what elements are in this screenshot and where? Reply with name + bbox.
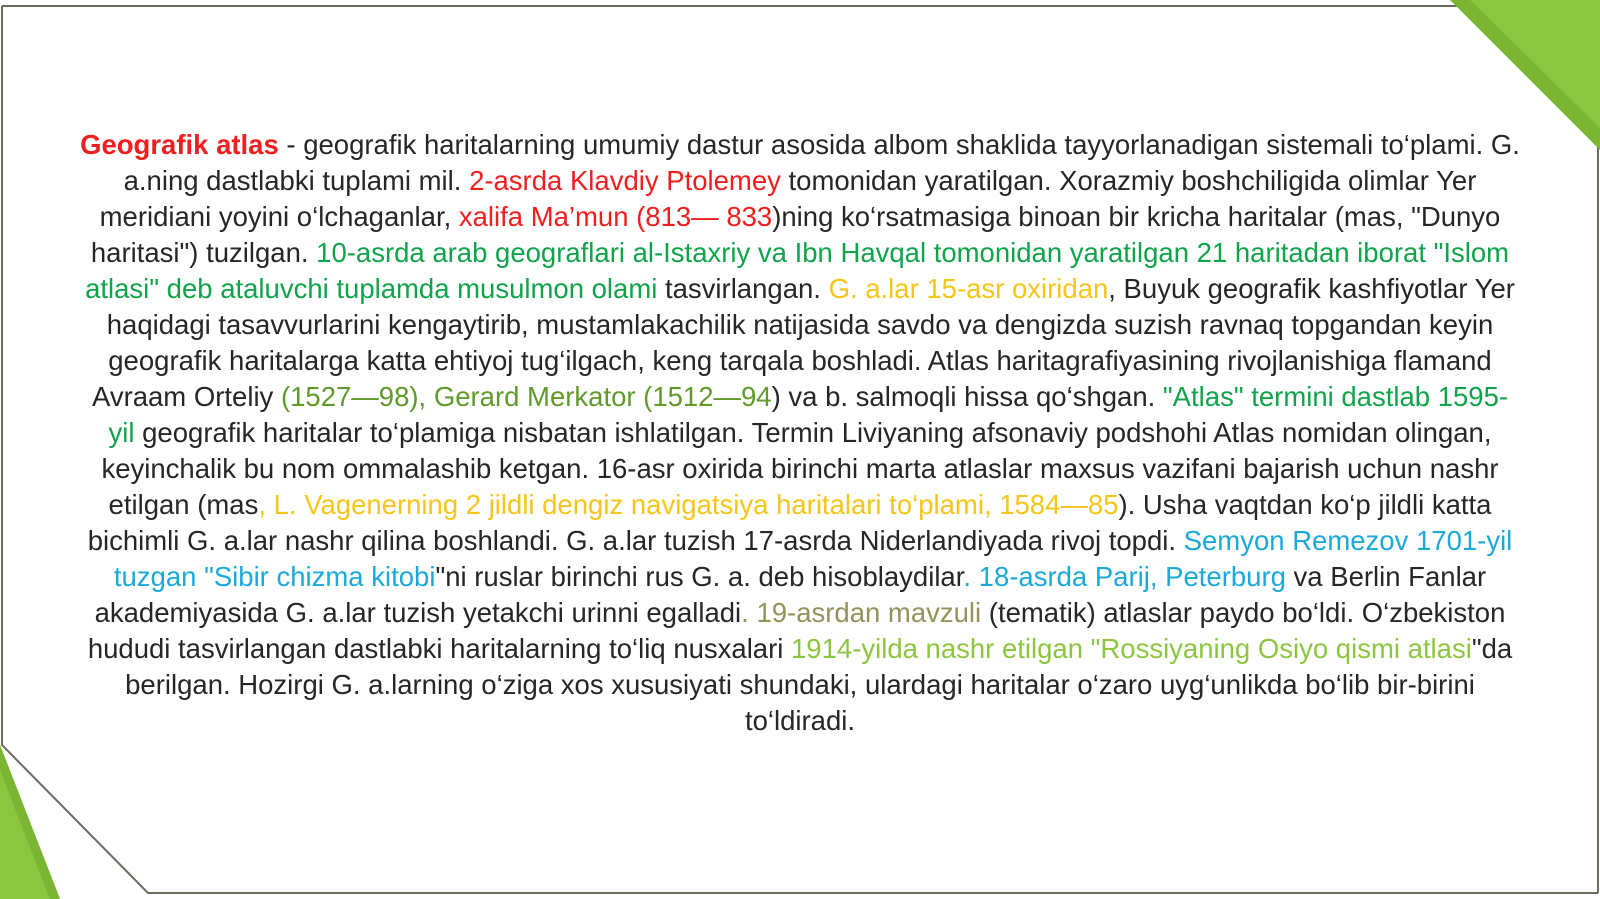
text-segment: ). Usha vaqtdan ko‘p jildli katta bichimli G. a.lar nashr qilina boshlandi. G. a.lar tuzish 17-asrda Niderlandiyada rivoj topdi. (87, 489, 1492, 556)
highlight-merkator: (1527—98), Gerard Merkator (1512—94 (280, 381, 772, 412)
frame-line-top (2, 6, 1600, 146)
highlight-parij-peterburg: . 18-asrda Parij, Peterburg (963, 561, 1286, 592)
text-segment: va Berlin Fanlar akademiyasida G. a.lar tuzish yetakchi urinni egalladi (94, 561, 1487, 628)
text-segment: "ni ruslar birinchi rus G. a. deb hisoblaydilar (435, 561, 964, 592)
text-segment: (tematik) atlaslar paydo bo‘ldi. O‘zbekiston hududi tasvirlangan dastlabki haritalarning to‘liq nusxalari (87, 597, 1506, 664)
term-title: Geografik atlas (80, 129, 279, 160)
text-segment: - geografik haritalarning umumiy dastur asosida albom shaklida tayyorlanadigan sistemali to‘plami. G. a.ning dastlabki tuplami mil. (123, 129, 1520, 196)
atlas-definition-paragraph (80, 127, 1520, 739)
highlight-atlas-termini: "Atlas" termini dastlab 1595-yil (108, 381, 1509, 448)
highlight-remezov: Semyon Remezov 1701-yil tuzgan "Sibir chizma kitobi (113, 525, 1513, 592)
highlight-ptolemey: 2-asrda Klavdiy Ptolemey (469, 165, 781, 196)
highlight-vagener: , L. Vagenerning 2 jildli dengiz navigatsiya haritalari to‘plami, 1584—85 (258, 489, 1119, 520)
highlight-mamun: xalifa Ma’mun (813— 833 (458, 201, 773, 232)
text-segment: "da berilgan. Hozirgi G. a.larning o‘ziga xos xususiyati shundaki, ulardagi haritalar o‘zaro uyg‘unlikda bo‘lib bir-birini to‘ldiradi. (125, 633, 1513, 736)
text-segment: geografik haritalar to‘plamiga nisbatan ishlatilgan. Termin Liviyaning afsonaviy podshohi Atlas nomidan olingan, keyinchalik bu nom ommalashib ketgan. 16-asr oxirida birinchi marta atlaslar maxsus vazifani bajarish uchun nashr etilgan (mas (101, 417, 1499, 520)
highlight-rossiya-atlasi: 1914-yilda nashr etilgan "Rossiyaning Osiyo qismi atlasi (791, 633, 1472, 664)
highlight-15-asr: G. a.lar 15-asr oxiridan (828, 273, 1109, 304)
text-segment: )ning ko‘rsatmasiga binoan bir kricha haritalar (mas, "Dunyo haritasi") tuzilgan. (90, 201, 1501, 268)
text-segment: tasvirlangan. (657, 273, 829, 304)
highlight-19-asr: . 19-asrdan mavzuli (741, 597, 982, 628)
highlight-islom-atlasi: 10-asrda arab geograflari al-Istaxriy va Ibn Havqal tomonidan yaratilgan 21 haritadan iborat "Islom atlasi" deb ataluvchi tuplamda musulmon olami (85, 237, 1510, 304)
text-segment: ) va b. salmoqli hissa qo‘shgan. (771, 381, 1163, 412)
text-segment: tomonidan yaratilgan. Xorazmiy boshchiligida olimlar Yer meridiani yoyini o‘lchaganlar, (99, 165, 1477, 232)
text-segment: , Buyuk geografik kashfiyotlar Yer haqidagi tasavvurlarini kengaytirib, mustamlakachilik natijasida savdo va dengizda suzish ravnaq topgandan keyin geografik haritalarga katta ehtiyoj tug‘ilgach, keng tarqala boshladi. Atlas haritagrafiyasining rivojlanishiga flamand Avraam Orteliy (91, 273, 1515, 412)
